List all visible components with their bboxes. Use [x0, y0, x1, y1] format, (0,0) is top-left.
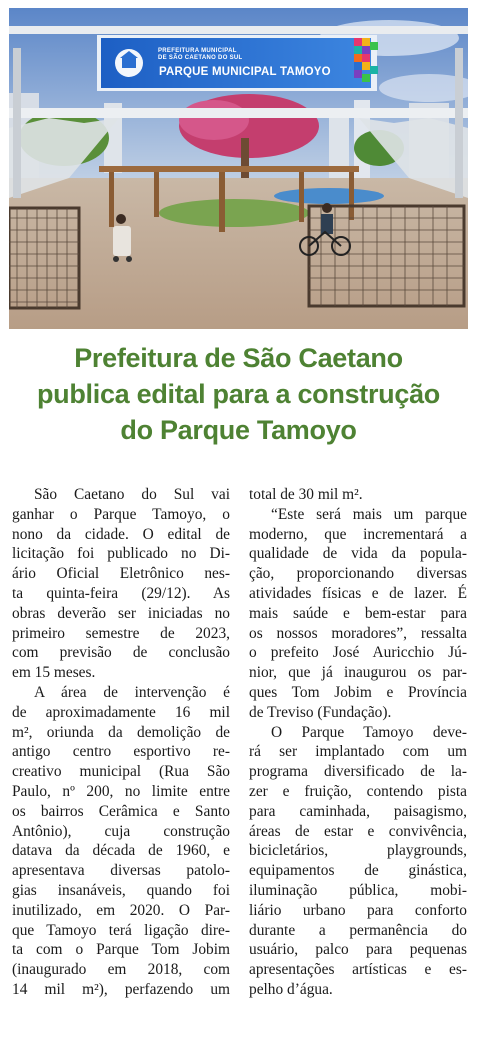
text-line: iluminação pública, mobi-: [249, 881, 467, 899]
text-line: atividades físicas e de lazer. É: [249, 584, 467, 602]
text-line: rá ser implantado com um: [249, 743, 467, 761]
text-line: inutilizado, em 2020. O Par-: [12, 901, 230, 919]
text-line: os nossos moradores”, ressalta: [249, 624, 467, 642]
text-line: primeiro semestre de 2023,: [12, 624, 230, 642]
article-photo: [9, 8, 468, 329]
text-line: O Parque Tamoyo deve-: [271, 723, 467, 741]
headline-line: Prefeitura de São Caetano: [74, 343, 403, 373]
text-line: com previsão de conclusão: [12, 644, 230, 662]
headline-line: do Parque Tamoyo: [120, 415, 357, 445]
text-line: datava da década de 1960, e: [12, 842, 230, 860]
text-line: Antônio), cuja construção: [12, 822, 230, 840]
text-line: Paulo, nº 200, no limite entre: [12, 782, 230, 800]
text-line: nono da cidade. O edital de: [12, 525, 230, 543]
text-line: ta quinta-feira (29/12). As: [12, 584, 230, 602]
text-line: ário Oficial Eletrônico nes-: [12, 565, 230, 583]
text-line: ta com o Parque Tom Jobim: [12, 941, 230, 959]
text-line: ques Tom Jobim e Província: [249, 683, 467, 701]
text-line: zer e fruição, contendo pista: [249, 782, 467, 800]
text-line: áreas de estar e convivência,: [249, 822, 467, 840]
text-line: gias insanáveis, quando foi: [12, 881, 230, 899]
article-headline: [0, 340, 477, 448]
text-line: ganhar o Parque Tamoyo, o: [12, 505, 230, 523]
text-line: 14 mil m²), perfazendo um: [12, 980, 230, 998]
text-line: de Treviso (Fundação).: [249, 703, 392, 721]
text-line: A área de intervenção é: [34, 683, 230, 701]
article-column-left: [12, 485, 230, 1000]
text-line: equipamentos de ginástica,: [249, 862, 467, 880]
sign-text-line1: PREFEITURA MUNICIPAL: [158, 48, 237, 54]
text-line: obras deverão ser iniciadas no: [12, 604, 230, 622]
text-line: o prefeito José Auricchio Jú-: [249, 644, 467, 662]
sign-title: PARQUE MUNICIPAL TAMOYO: [159, 66, 331, 78]
text-line: usuário, palco para pequenas: [249, 941, 467, 959]
text-line: os bairros Cerâmica e Santo: [12, 802, 230, 820]
text-line: liário urbano para conforto: [249, 901, 467, 919]
text-line: creativo municipal (Rua São: [12, 763, 230, 781]
sign-text-line2: DE SÃO CAETANO DO SUL: [158, 55, 243, 61]
text-line: (inaugurado em 2018, com: [12, 961, 230, 979]
text-line: durante a permanência do: [249, 921, 467, 939]
text-line: antigo centro esportivo re-: [12, 743, 230, 761]
text-line: em 15 meses.: [12, 664, 96, 682]
text-line: para caminhada, paisagismo,: [249, 802, 467, 820]
text-line: apresentações artísticas e es-: [249, 961, 467, 979]
text-line: pelho d’água.: [249, 980, 333, 998]
text-line: apresentava diversas patolo-: [12, 862, 230, 880]
article-column-right: [249, 485, 467, 1000]
text-line: licitação foi publicado no Di-: [12, 545, 230, 563]
text-line: São Caetano do Sul vai: [34, 486, 230, 503]
text-line: ção, proporcionando diversas: [249, 565, 467, 583]
text-line: bicicletários, playgrounds,: [249, 842, 467, 860]
text-line: de aproximadamente 16 mil: [12, 703, 230, 721]
text-line: m², oriunda da demolição de: [12, 723, 230, 741]
text-line: nior, que já inaugurou os par-: [249, 664, 467, 682]
text-line: que Tamoyo terá ligação dire-: [12, 921, 230, 939]
headline-line: publica edital para a construção: [36, 379, 441, 409]
text-line: qualidade de vida da popula-: [249, 545, 467, 563]
text-line: total de 30 mil m².: [249, 486, 363, 503]
text-line: moderno, que incrementará a: [249, 525, 467, 543]
text-line: programa diversificado de la-: [249, 763, 467, 781]
text-line: “Este será mais um parque: [271, 505, 467, 523]
text-line: mais saúde e bem-estar para: [249, 604, 467, 622]
